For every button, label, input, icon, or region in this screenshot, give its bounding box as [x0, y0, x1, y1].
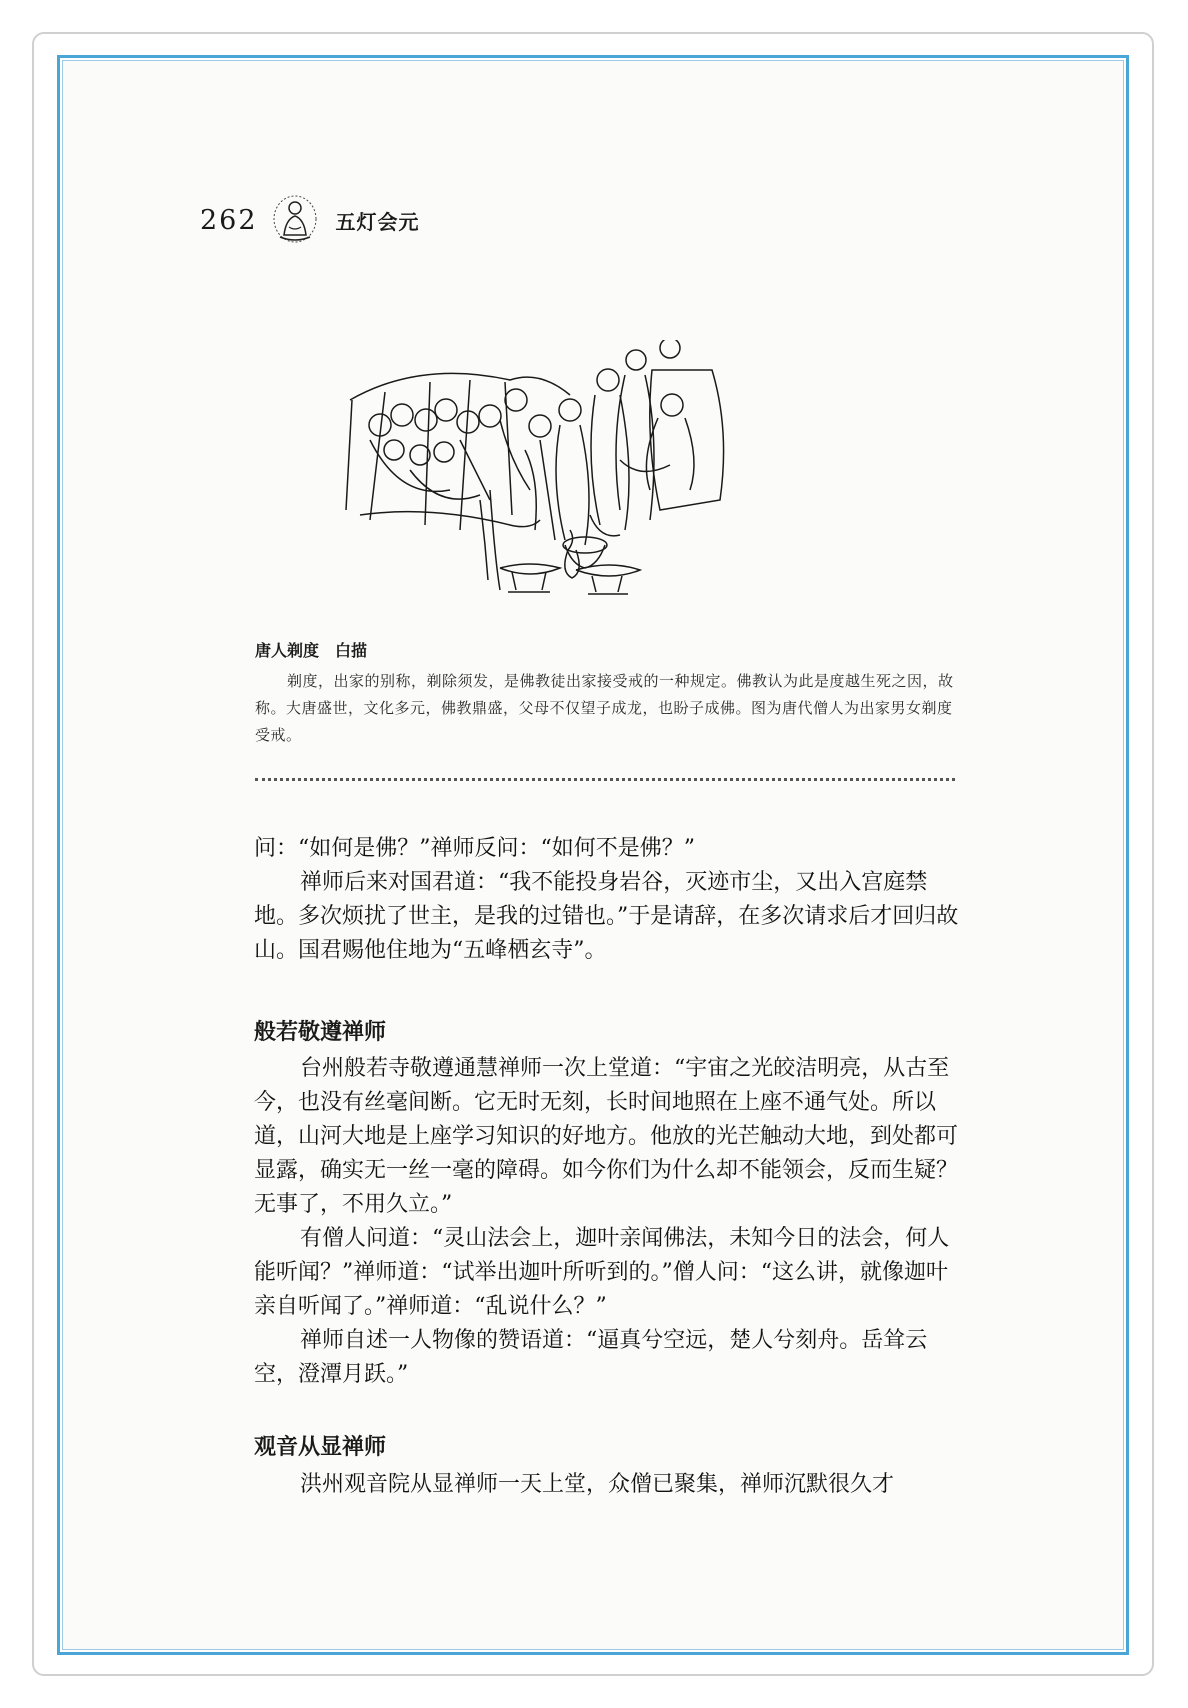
section-1-text [254, 1052, 960, 1392]
section-2-text [254, 1468, 960, 1502]
text-block-1 [254, 832, 960, 968]
dotted-divider [255, 778, 955, 781]
paragraph: 禅师自述一人物像的赞语道：“逼真兮空远，楚人兮刻舟。岳耸云空，澄潭月跃。” [254, 1328, 928, 1387]
paragraph: 台州般若寺敬遵通慧禅师一次上堂道：“宇宙之光皎洁明亮，从古至今，也没有丝毫间断。它无时无刻，长时间地照在上座不通气处。所以道，山河大地是上座学习知识的好地方。他放的光芒触动大地，到处都可显露，确实无一丝一毫的障碍。如今你们为什么却不能领会，反而生疑？无事了，不用久立。” [254, 1056, 959, 1217]
figure-caption-body: 剃度，出家的别称，剃除须发，是佛教徒出家接受戒的一种规定。佛教认为此是度越生死之因，故称。大唐盛世，文化多元，佛教鼎盛，父母不仅望子成龙，也盼子成佛。图为唐代僧人为出家男女剃度受戒。 [255, 672, 954, 744]
section-heading: 观音从显禅师 [254, 1435, 387, 1460]
paragraph: 禅师后来对国君道：“我不能投身岩谷，灭迹市尘，又出入宫庭禁地。多次烦扰了世主，是我的过错也。”于是请辞，在多次请求后才回归故山。国君赐他住地为“五峰栖玄寺”。 [254, 870, 959, 963]
figure-caption-title: 唐人剃度 白描 [255, 641, 368, 660]
seated-buddha-icon [272, 195, 318, 245]
section-heading: 般若敬遵禅师 [254, 1020, 387, 1045]
paragraph: 问：“如何是佛？”禅师反问：“如何不是佛？” [254, 836, 695, 861]
paragraph: 洪州观音院从显禅师一天上堂，众僧已聚集，禅师沉默很久才 [300, 1472, 895, 1497]
page-header [200, 195, 420, 245]
paragraph: 有僧人问道：“灵山法会上，迦叶亲闻佛法，未知今日的法会，何人能听闻？”禅师道：“试举出迦叶所听到的。”僧人问：“这么讲，就像迦叶亲自听闻了。”禅师道：“乱说什么？” [254, 1226, 950, 1319]
tang-tonsure-illustration [340, 340, 800, 618]
page-number: 262 [200, 204, 258, 236]
book-title: 五灯会元 [335, 209, 420, 234]
